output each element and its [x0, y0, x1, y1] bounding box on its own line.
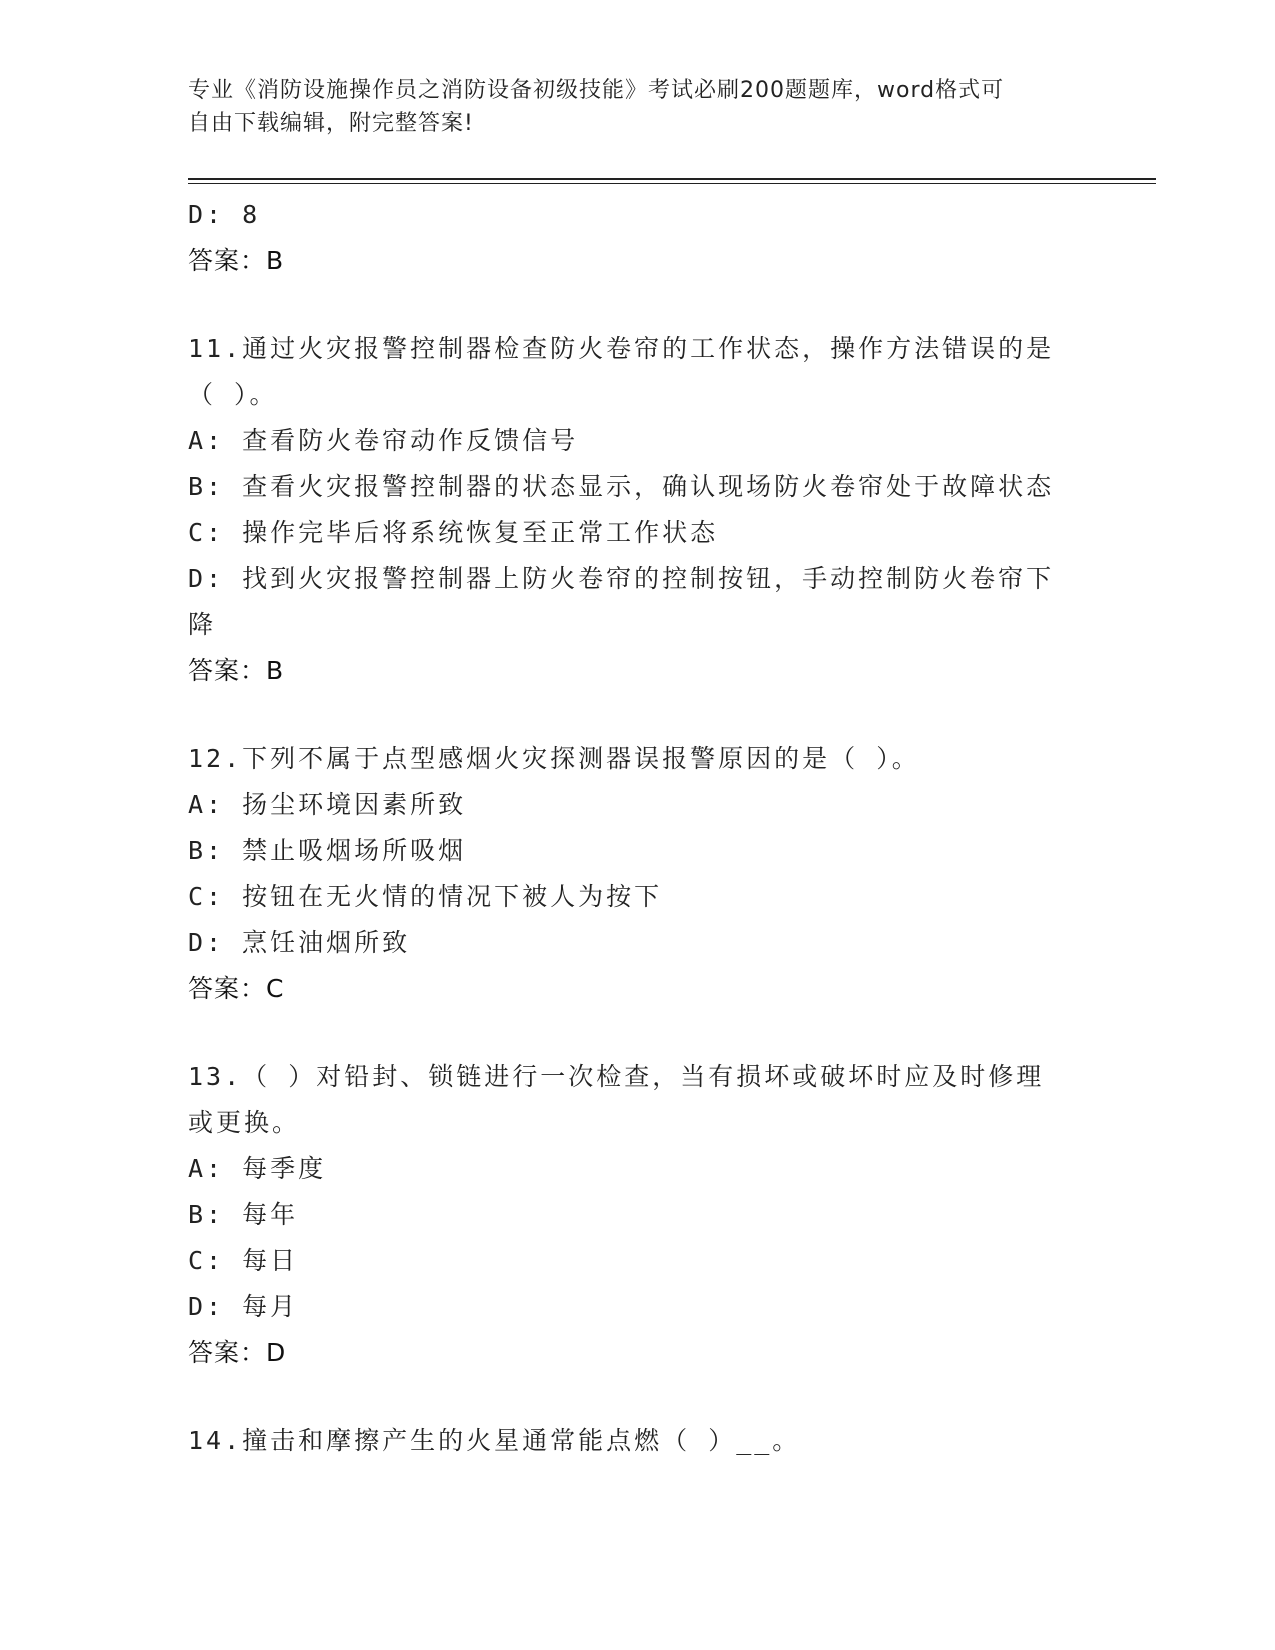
option-d: D: 找到火灾报警控制器上防火卷帘的控制按钮，手动控制防火卷帘下	[188, 564, 1055, 593]
question-stem-continued: 或更换。	[188, 1108, 301, 1137]
question-stem-continued: （ ）。	[188, 380, 278, 409]
question-list	[188, 192, 1088, 1464]
question-13	[188, 1054, 1088, 1376]
option-d: D: 8	[188, 200, 261, 229]
option-d-continued: 降	[188, 610, 217, 639]
header-line-1: 专业《消防设施操作员之消防设备初级技能》考试必刷200题题库，word格式可	[188, 78, 1005, 103]
option-b: B: 禁止吸烟场所吸烟	[188, 836, 467, 865]
question-stem: 14.撞击和摩擦产生的火星通常能点燃（ ）__。	[188, 1426, 801, 1455]
answer-line: 答案：C	[188, 974, 285, 1003]
option-d: D: 每月	[188, 1292, 299, 1321]
question-10-tail	[188, 192, 1088, 284]
option-b: B: 每年	[188, 1200, 299, 1229]
option-d: D: 烹饪油烟所致	[188, 928, 411, 957]
question-11	[188, 326, 1088, 694]
document-header	[188, 74, 1068, 140]
option-c: C: 按钮在无火情的情况下被人为按下	[188, 882, 663, 911]
question-stem: 11.通过火灾报警控制器检查防火卷帘的工作状态，操作方法错误的是	[188, 334, 1055, 363]
header-divider-thick	[188, 178, 1156, 180]
question-stem: 12.下列不属于点型感烟火灾探测器误报警原因的是（ ）。	[188, 744, 920, 773]
option-a: A: 查看防火卷帘动作反馈信号	[188, 426, 579, 455]
question-14	[188, 1418, 1088, 1464]
answer-line: 答案：B	[188, 656, 285, 685]
answer-line: 答案：B	[188, 246, 285, 275]
option-c: C: 每日	[188, 1246, 299, 1275]
header-line-2: 自由下载编辑，附完整答案!	[188, 111, 474, 136]
question-stem: 13.（ ）对铅封、锁链进行一次检查，当有损坏或破坏时应及时修理	[188, 1062, 1045, 1091]
question-12	[188, 736, 1088, 1012]
header-divider-thin	[188, 183, 1156, 184]
option-b: B: 查看火灾报警控制器的状态显示，确认现场防火卷帘处于故障状态	[188, 472, 1055, 501]
option-a: A: 每季度	[188, 1154, 327, 1183]
option-c: C: 操作完毕后将系统恢复至正常工作状态	[188, 518, 719, 547]
answer-line: 答案：D	[188, 1338, 287, 1367]
option-a: A: 扬尘环境因素所致	[188, 790, 467, 819]
